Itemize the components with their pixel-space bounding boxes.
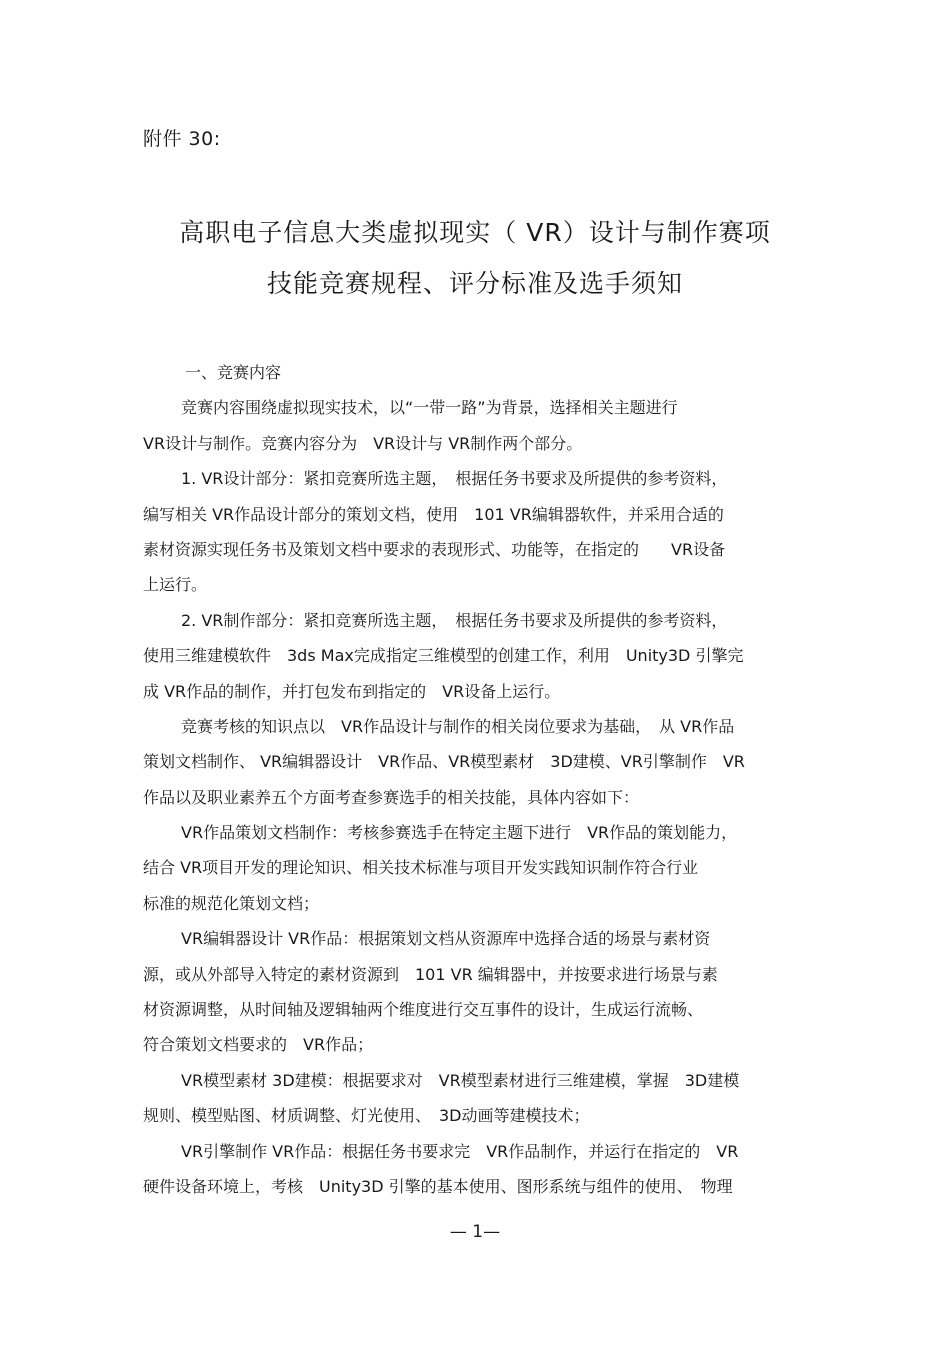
text-line: 素材资源实现任务书及策划文档中要求的表现形式、功能等，在指定的 VR设备	[143, 539, 726, 559]
text-line: 竞赛考核的知识点以 VR作品设计与制作的相关岗位要求为基础， 从 VR作品	[181, 716, 735, 736]
text-line: 作品以及职业素养五个方面考查参赛选手的相关技能，具体内容如下：	[143, 787, 640, 807]
text-line: 符合策划文档要求的 VR作品；	[143, 1035, 374, 1055]
attachment-label: 附件 30:	[143, 128, 221, 150]
text-line: 材资源调整，从时间轴及逻辑轴两个维度进行交互事件的设计，生成运行流畅、	[143, 1000, 704, 1020]
text-line: 2. VR制作部分：紧扣竞赛所选主题， 根据任务书要求及所提供的参考资料，	[181, 610, 728, 630]
section-heading: 一、竞赛内容	[185, 363, 282, 382]
text-line: VR设计与制作。竞赛内容分为 VR设计与 VR制作两个部分。	[143, 433, 583, 453]
text-line: 1. VR设计部分：紧扣竞赛所选主题， 根据任务书要求及所提供的参考资料，	[181, 469, 728, 489]
text-line: VR编辑器设计 VR作品：根据策划文档从资源库中选择合适的场景与素材资	[181, 929, 711, 949]
text-line: 硬件设备环境上，考核 Unity3D 引擎的基本使用、图形系统与组件的使用、 物理	[143, 1176, 733, 1196]
text-line: 结合 VR项目开发的理论知识、相关技术标准与项目开发实践知识制作符合行业	[143, 858, 699, 878]
text-line: 编写相关 VR作品设计部分的策划文档，使用 101 VR编辑器软件，并采用合适的	[143, 504, 724, 524]
text-line: 策划文档制作、 VR编辑器设计 VR作品、VR模型素材 3D建模、VR引擎制作 VR	[143, 752, 745, 772]
page-number: — 1—	[449, 1222, 501, 1242]
text-line: VR作品策划文档制作：考核参赛选手在特定主题下进行 VR作品的策划能力，	[181, 823, 738, 843]
text-line: 成 VR作品的制作，并打包发布到指定的 VR设备上运行。	[143, 681, 561, 701]
text-line: 上运行。	[143, 575, 208, 595]
text-line: 标准的规范化策划文档；	[143, 893, 320, 913]
document-title-line-1: 高职电子信息大类虚拟现实（ VR）设计与制作赛项	[179, 218, 771, 247]
text-line: 规则、模型贴图、材质调整、灯光使用、 3D动画等建模技术；	[143, 1106, 590, 1126]
text-line: VR模型素材 3D建模：根据要求对 VR模型素材进行三维建模，掌握 3D建模	[181, 1070, 740, 1090]
text-line: 竞赛内容围绕虚拟现实技术，以“一带一路”为背景，选择相关主题进行	[181, 398, 678, 418]
text-line: 源，或从外部导入特定的素材资源到 101 VR 编辑器中，并按要求进行场景与素	[143, 964, 718, 984]
document-title-line-2: 技能竞赛规程、评分标准及选手须知	[266, 269, 683, 298]
body-text	[143, 355, 823, 1204]
text-line: 使用三维建模软件 3ds Max完成指定三维模型的创建工作，利用 Unity3D 引擎完	[143, 646, 744, 666]
text-line: VR引擎制作 VR作品：根据任务书要求完 VR作品制作，并运行在指定的 VR	[181, 1141, 739, 1161]
